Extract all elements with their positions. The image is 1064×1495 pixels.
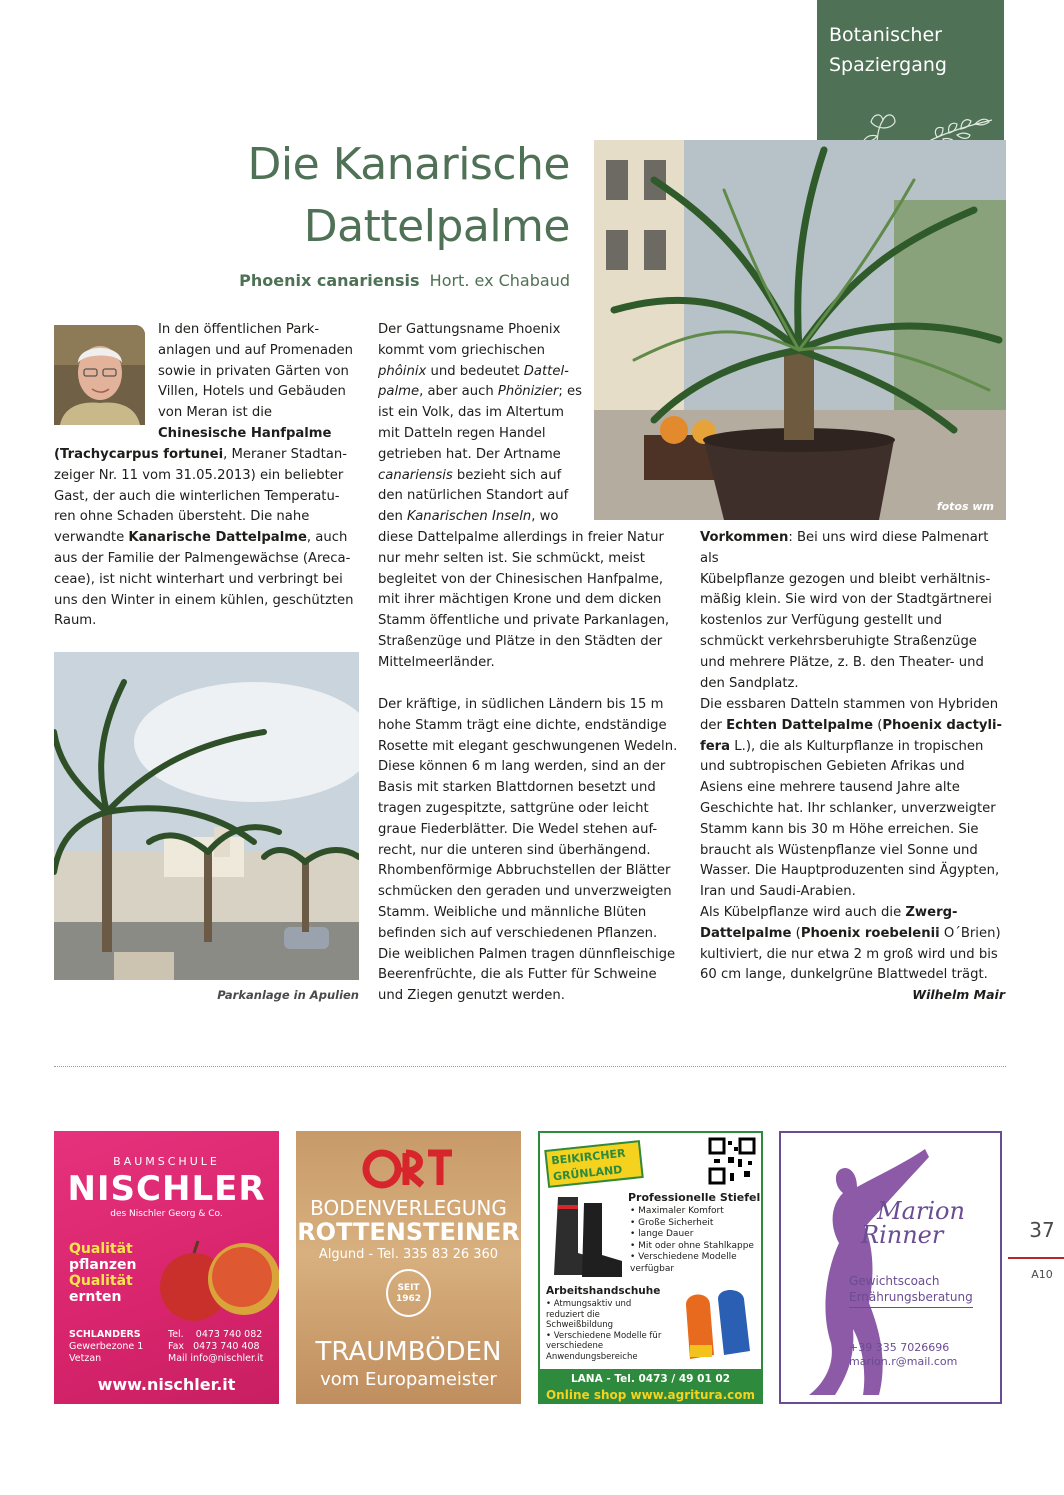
title-line1: Die Kanarische — [247, 139, 570, 190]
rinner-roles — [849, 1273, 973, 1308]
text-line: begleitet von der Chinesischen Hanfpalme, — [378, 571, 664, 587]
text-line: Wasser. Die Hauptproduzenten sind Ägypten, — [700, 863, 1000, 879]
text-line: anlagen und auf Promenaden — [158, 342, 353, 358]
text-line: mit ihrer mächtigen Krone und dem dicken — [378, 592, 662, 608]
subtitle-scientific: Phoenix canariensis — [239, 271, 420, 290]
text-line: kostenlos zur Verfügung gestellt und — [700, 613, 943, 629]
page-code: A10 — [1031, 1268, 1053, 1281]
ad-marion-rinner[interactable] — [779, 1131, 1002, 1404]
ort-logo-icon — [362, 1149, 454, 1189]
col2-text-mid — [378, 528, 683, 674]
badge-label: SEIT — [397, 1283, 420, 1293]
text-bold: Zwerg- — [905, 904, 958, 920]
brand-line: BEIKIRCHER — [550, 1146, 627, 1168]
text-line: Raum. — [54, 613, 97, 629]
rottensteiner-line5: vom Europameister — [320, 1369, 497, 1390]
nischler-logo-text: NISCHLER — [67, 1169, 266, 1209]
text-line: recht, nur die unteren sind überhängend. — [378, 842, 651, 858]
text-line: Straßenzüge und Plätze in den Städten der — [378, 633, 663, 649]
rinner-phone: +39 335 7026696 — [849, 1341, 950, 1354]
text-line: von Meran ist die — [158, 405, 273, 421]
photo-credit: fotos wm — [936, 500, 994, 513]
contact-value: info@nischler.it — [190, 1353, 264, 1364]
text-line: braucht als Wüstenpflanze viel Sonne und — [700, 842, 978, 858]
role-line: Gewichtscoach — [849, 1274, 940, 1288]
agritura-h1: Professionelle Stiefel — [628, 1191, 761, 1204]
rottensteiner-phone: Algund - Tel. 335 83 26 360 — [318, 1247, 499, 1262]
text-line: Stamm kann bis 30 m Höhe erreichen. Sie — [700, 821, 979, 837]
text-line: Iran und Saudi-Arabien. — [700, 884, 856, 900]
text-span: ( — [791, 925, 801, 941]
apulia-photo-image — [54, 652, 359, 980]
col1-intro-wrapped — [158, 320, 358, 445]
text-span: , wo — [531, 509, 559, 525]
text-line: graue Fiederblätter. Die Wedel stehen auf- — [378, 821, 658, 837]
text-span: der — [700, 717, 727, 733]
author-name: Wilhelm Mair — [912, 987, 1005, 1002]
rottensteiner-line4: TRAUMBÖDEN — [315, 1337, 502, 1367]
text-line: Stamm öffentliche und private Parkanlagen, — [378, 613, 670, 629]
boots-icon — [548, 1193, 626, 1283]
agritura-phone: LANA - Tel. 0473 / 49 01 02 — [570, 1373, 731, 1385]
text-span: Als Kübelpflanze wird auch die — [700, 904, 906, 920]
text-line: zeiger Nr. 11 vom 31.05.2013) ein beliebter — [54, 467, 344, 483]
author-portrait-image — [54, 325, 145, 425]
text-line: Stamm. Weibliche und männliche Blüten — [378, 904, 647, 920]
text-line: hohe Stamm trägt eine dichte, endständige — [378, 717, 667, 733]
agritura-h2: Arbeitshandschuhe — [546, 1285, 661, 1297]
rinner-contact — [849, 1341, 957, 1369]
photo-caption: Parkanlage in Apulien — [217, 988, 359, 1002]
col2-text-top — [378, 320, 588, 528]
ad-rottensteiner[interactable] — [296, 1131, 521, 1404]
list-item: Große Sicherheit — [638, 1217, 714, 1228]
brand-line: GRÜNLAND — [552, 1163, 623, 1184]
text-span: , aber auch — [419, 384, 498, 400]
slogan-line: Qualität — [69, 1241, 133, 1257]
text-bold: Kanarische Dattelpalme — [128, 530, 307, 546]
text-span: und bedeutet — [426, 363, 524, 379]
palm-photo-main — [594, 140, 1006, 520]
slogan-line: Qualität — [69, 1273, 133, 1289]
article-subtitle — [180, 270, 570, 292]
page-number-rule — [1008, 1257, 1064, 1259]
col2-text-bottom — [378, 695, 683, 1007]
col3-text-top — [700, 528, 1005, 694]
text-line: Basis mit starken Blattdornen besetzt und — [378, 780, 656, 796]
text-line: den Sandplatz. — [700, 675, 799, 691]
text-italic: Phönizier — [497, 384, 559, 400]
text-bold: (Trachycarpus fortunei — [54, 447, 224, 462]
text-line: Villen, Hotels und Gebäuden — [158, 384, 346, 400]
address-line: Vetzan — [69, 1353, 102, 1364]
text-line: ceae), ist nicht winterhart und verbringt bei — [54, 571, 343, 587]
text-line: befinden sich auf verschiedenen Pflanzen. — [378, 925, 658, 941]
rinner-name — [861, 1199, 965, 1247]
list-item: Mit oder ohne Stahlkappe — [638, 1240, 754, 1251]
slogan-line: ernten — [69, 1289, 122, 1305]
contact-value: 0473 740 082 — [195, 1329, 263, 1340]
text-line: schmücken den geraden und unverzweigten — [378, 884, 672, 900]
rinner-email[interactable]: marion.r@mail.com — [849, 1355, 958, 1368]
text-line: kultiviert, die nur etwa 2 m groß wird und bis — [700, 946, 998, 962]
text-span: den — [378, 509, 408, 525]
contact-label: Mail — [168, 1353, 188, 1364]
col3-text-bottom — [700, 695, 1005, 986]
text-line: schmückt verkehrsberuhigte Straßenzüge — [700, 633, 977, 649]
text-span: bezieht sich auf — [452, 467, 562, 483]
text-line: Rosette mit elegant geschwungenen Wedeln. — [378, 738, 678, 754]
text-span: O´Brien) — [939, 925, 1001, 941]
text-italic: canariensis — [378, 467, 453, 483]
text-line: Der Gattungsname Phoenix — [378, 322, 561, 337]
list-item: Verschiedene Modelle verfügbar — [630, 1252, 737, 1274]
agritura-footer — [540, 1369, 761, 1404]
text-line: Beerenfrüchte, die als Futter für Schweine — [378, 967, 657, 983]
text-line: getrieben hat. Der Artname — [378, 446, 561, 462]
text-line: aus der Familie der Palmengewächse (Areca- — [54, 550, 351, 566]
text-span: L.), die als Kulturpflanze in tropischen — [730, 738, 984, 754]
text-line: tragen zugespitzte, sattgrüne oder leicht — [378, 800, 649, 816]
text-line: Gast, der auch die winterlichen Temperatu- — [54, 488, 340, 504]
address-line: Gewerbezone 1 — [69, 1341, 144, 1352]
rottensteiner-line2: ROTTENSTEINER — [297, 1218, 520, 1246]
text-line: ist ein Volk, das im Altertum — [378, 405, 564, 421]
text-line: Geschichte hat. Ihr schlanker, unverzweigter — [700, 800, 996, 816]
qr-code-icon[interactable] — [708, 1137, 756, 1185]
text-italic: Kanarischen Inseln — [407, 509, 532, 525]
ad-nischler[interactable] — [54, 1131, 279, 1404]
text-line: Asiens eine mehrere tausend Jahre alte — [700, 780, 960, 796]
text-span: , Meraner Stadtan- — [223, 447, 347, 462]
text-line: ren ohne Schaden übersteht. Die nahe — [54, 509, 310, 525]
text-span: , auch — [306, 530, 348, 546]
text-line: 60 cm lange, dunkelgrüne Blattwedel trägt. — [700, 967, 988, 983]
text-line: den natürlichen Standort auf — [378, 488, 569, 504]
nischler-top: BAUMSCHULE — [113, 1155, 220, 1168]
section-tab-line1: Botanischer — [829, 24, 942, 46]
text-line: und subtropischen Gebieten Afrikas und — [700, 759, 965, 775]
text-italic: phôinix — [378, 363, 427, 379]
ad-agritura[interactable] — [538, 1131, 763, 1404]
text-line: Die weiblichen Palmen tragen dünnfleischige — [378, 946, 676, 962]
seit-badge — [386, 1269, 431, 1317]
section-tab-line2: Spaziergang — [829, 54, 947, 76]
contact-value: 0473 740 408 — [193, 1341, 260, 1352]
rottensteiner-line1: BODENVERLEGUNG — [310, 1196, 507, 1220]
text-line: mäßig klein. Sie wird von der Stadtgärtnerei — [700, 592, 992, 608]
text-line: mit Datteln regen Handel — [378, 425, 546, 441]
text-italic: palme — [378, 384, 420, 400]
agritura-list2: • Atmungsaktiv und reduziert die Schweißbildung • Verschiedene Modelle für verschiedene Anwendungsbereiche — [546, 1299, 662, 1362]
section-tab — [817, 0, 1004, 158]
nischler-slogan — [69, 1241, 136, 1305]
text-line: und mehrere Plätze, z. B. den Theater- und — [700, 654, 984, 670]
title-line2: Dattelpalme — [303, 201, 570, 252]
text-line: Rhombenförmige Abbruchstellen der Blätter — [378, 863, 671, 879]
ad-divider — [54, 1066, 1006, 1067]
nischler-address — [69, 1329, 143, 1365]
name-line: Marion — [877, 1197, 965, 1225]
text-bold: Vorkommen — [700, 530, 789, 545]
text-line: und Ziegen genutzt werden. — [378, 988, 565, 1004]
text-line: diese Dattelpalme allerdings in freier Natur — [378, 530, 664, 545]
text-span: : Bei uns wird diese Palmenart als — [700, 530, 989, 566]
nischler-owner: des Nischler Georg & Co. — [110, 1209, 223, 1219]
subtitle-authority: Hort. ex Chabaud — [429, 271, 570, 290]
text-line: In den öffentlichen Park- — [158, 322, 320, 337]
list-item: Maximaler Komfort — [638, 1206, 724, 1216]
page-number: 37 — [1029, 1218, 1055, 1242]
text-italic: Dattel- — [523, 363, 569, 379]
badge-year: 1962 — [395, 1294, 422, 1304]
text-span: ; es — [558, 384, 583, 400]
text-line: Kübelpflanze gezogen und bleibt verhältnis- — [700, 571, 991, 587]
text-line: Mittelmeerländer. — [378, 654, 495, 670]
agritura-list1: • Maximaler Komfort • Große Sicherheit • lange Dauer • Mit oder ohne Stahlkappe • Verschiedene Modelle verfügbar — [630, 1206, 754, 1274]
text-bold: Dattelpalme — [700, 925, 792, 941]
gloves-icon — [680, 1285, 760, 1363]
list-item: Atmungsaktiv und reduziert die Schweißbildung — [546, 1299, 632, 1330]
text-line: Die essbaren Datteln stammen von Hybriden — [700, 697, 999, 712]
apulia-park-photo — [54, 652, 359, 980]
col1-text — [54, 445, 359, 632]
text-bold: Phoenix dactyli- — [882, 717, 1002, 733]
address-line: SCHLANDERS — [69, 1329, 141, 1340]
text-line: sowie in privaten Gärten von — [158, 363, 349, 379]
list-item: lange Dauer — [638, 1229, 694, 1239]
text-line: kommt vom griechischen — [378, 342, 545, 358]
text-bold: Phoenix roebelenii — [800, 925, 940, 941]
nischler-website-link[interactable]: www.nischler.it — [97, 1375, 236, 1394]
text-line: Diese können 6 m lang werden, sind an der — [378, 759, 666, 775]
name-line: Rinner — [861, 1221, 944, 1249]
contact-label: Tel. — [168, 1329, 184, 1340]
beikircher-logo — [544, 1140, 643, 1188]
text-bold: Echten Dattelpalme — [726, 717, 874, 733]
text-span: verwandte — [54, 530, 129, 546]
text-bold: Chinesische Hanfpalme — [158, 425, 332, 441]
text-line: uns den Winter in einem kühlen, geschützten — [54, 592, 354, 608]
contact-label: Fax — [168, 1341, 185, 1352]
text-span: ( — [873, 717, 883, 733]
nischler-contact — [168, 1329, 263, 1365]
role-line: Ernährungsberatung — [849, 1289, 973, 1308]
palm-photo-image — [594, 140, 1006, 520]
article-title — [180, 134, 570, 258]
text-line: nur mehr selten ist. Sie schmückt, meist — [378, 550, 645, 566]
text-bold: fera — [700, 738, 731, 754]
apples-icon — [154, 1227, 279, 1327]
slogan-line: pflanzen — [69, 1257, 137, 1273]
author-portrait — [54, 325, 145, 425]
agritura-shop-link[interactable]: Online shop www.agritura.com — [545, 1388, 755, 1402]
list-item: Verschiedene Modelle für verschiedene Anwendungsbereiche — [546, 1330, 662, 1362]
text-line: Der kräftige, in südlichen Ländern bis 15 m — [378, 697, 664, 712]
